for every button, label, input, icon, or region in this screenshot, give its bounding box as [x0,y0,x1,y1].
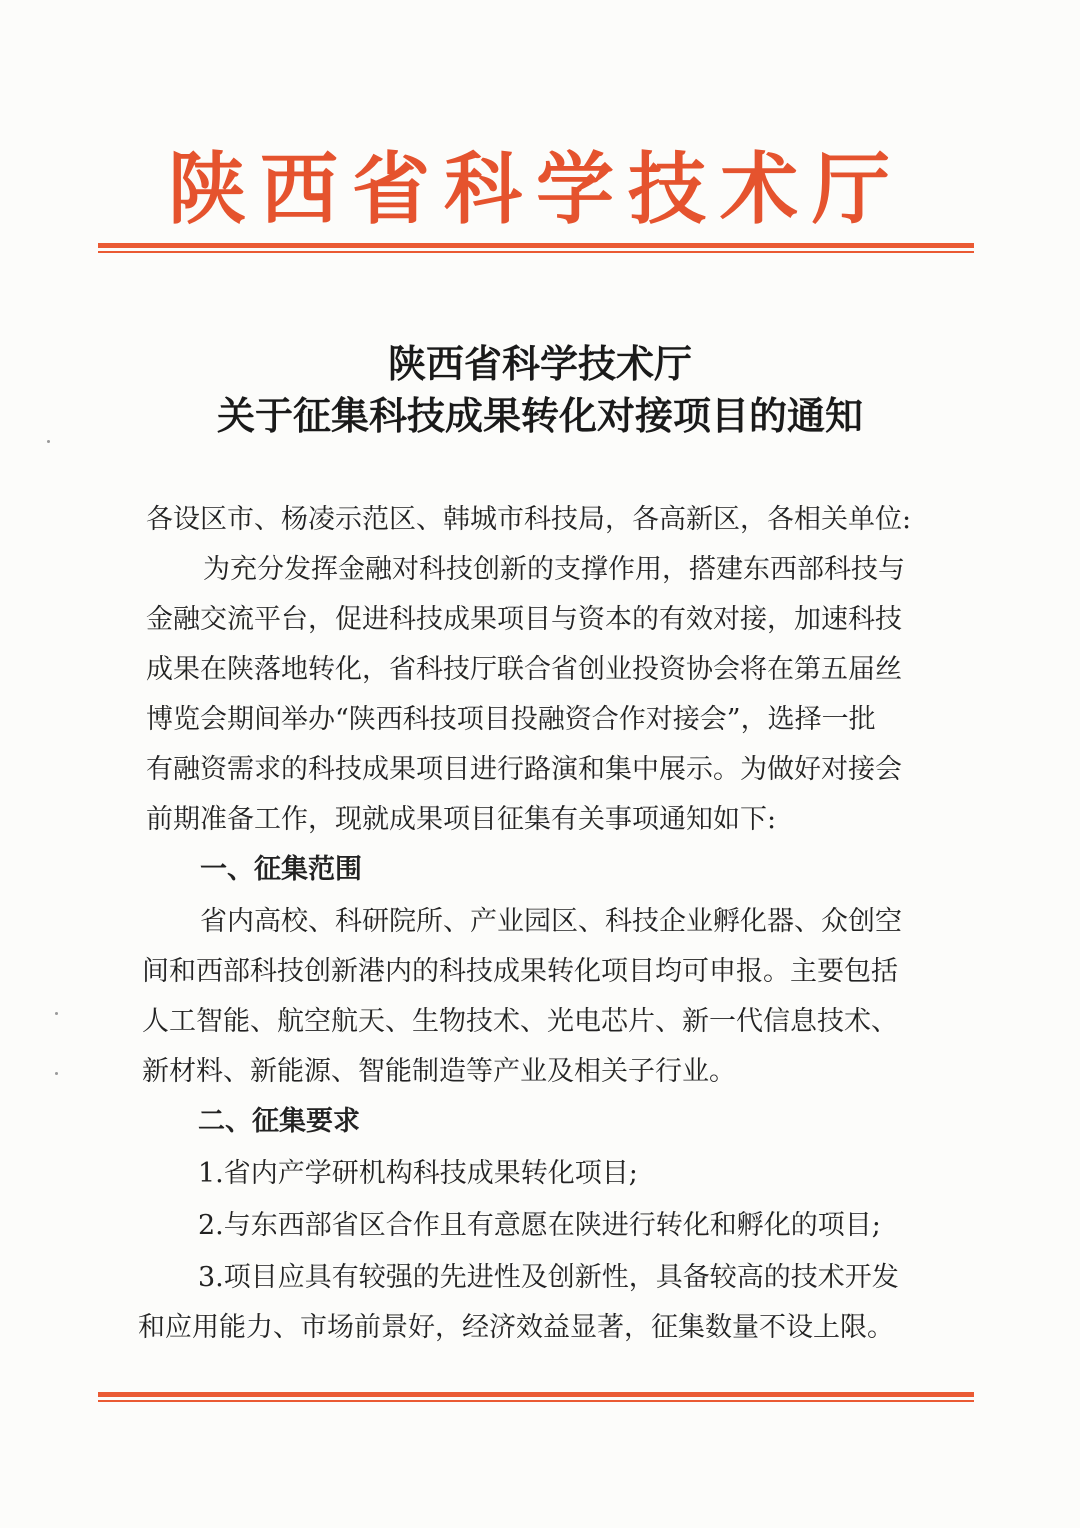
section-2-line: 3.项目应具有较强的先进性及创新性，具备较高的技术开发 [198,1262,899,1293]
letterhead-rule [98,243,974,255]
doc-title-line-1: 陕西省科学技术厅 [387,341,692,386]
scan-speck [47,440,50,443]
section-1-line: 间和西部科技创新港内的科技成果转化项目均可申报。主要包括 [142,956,898,987]
intro-line: 前期准备工作，现就成果项目征集有关事项通知如下: [146,804,777,835]
section-2-heading: 二、征集要求 [198,1106,360,1137]
rule-thin-line [98,1400,974,1402]
section-2-line: 1.省内产学研机构科技成果转化项目; [198,1158,638,1189]
scan-speck [55,1012,58,1015]
intro-line: 金融交流平台，促进科技成果项目与资本的有效对接，加速科技 [146,604,902,635]
rule-thick-line [98,1392,974,1397]
intro-line: 为充分发挥金融对科技创新的支撑作用，搭建东西部科技与 [203,554,905,585]
intro-line: 成果在陕落地转化，省科技厅联合省创业投资协会将在第五届丝 [146,654,902,685]
section-1-line: 新材料、新能源、智能制造等产业及相关子行业。 [142,1056,736,1087]
rule-thick-line [98,243,974,248]
intro-line: 有融资需求的科技成果项目进行路演和集中展示。为做好对接会 [146,754,902,785]
addressee: 各设区市、杨凌示范区、韩城市科技局，各高新区，各相关单位: [146,504,912,535]
scan-speck [55,1072,58,1075]
section-2-line: 2.与东西部省区合作且有意愿在陕进行转化和孵化的项目; [198,1210,881,1241]
section-1-line: 人工智能、航空航天、生物技术、光电芯片、新一代信息技术、 [142,1006,898,1037]
section-1-line: 省内高校、科研院所、产业园区、科技企业孵化器、众创空 [200,906,902,937]
footer-rule [98,1392,974,1404]
section-1-heading: 一、征集范围 [200,854,362,885]
section-2-line: 和应用能力、市场前景好，经济效益显著，征集数量不设上限。 [138,1312,894,1343]
doc-title-line-2: 关于征集科技成果转化对接项目的通知 [216,393,863,438]
letterhead-title: 陕西省科学技术厅 [167,145,904,235]
rule-thin-line [98,251,974,253]
intro-line: 博览会期间举办“陕西科技项目投融资合作对接会”，选择一批 [146,704,876,735]
